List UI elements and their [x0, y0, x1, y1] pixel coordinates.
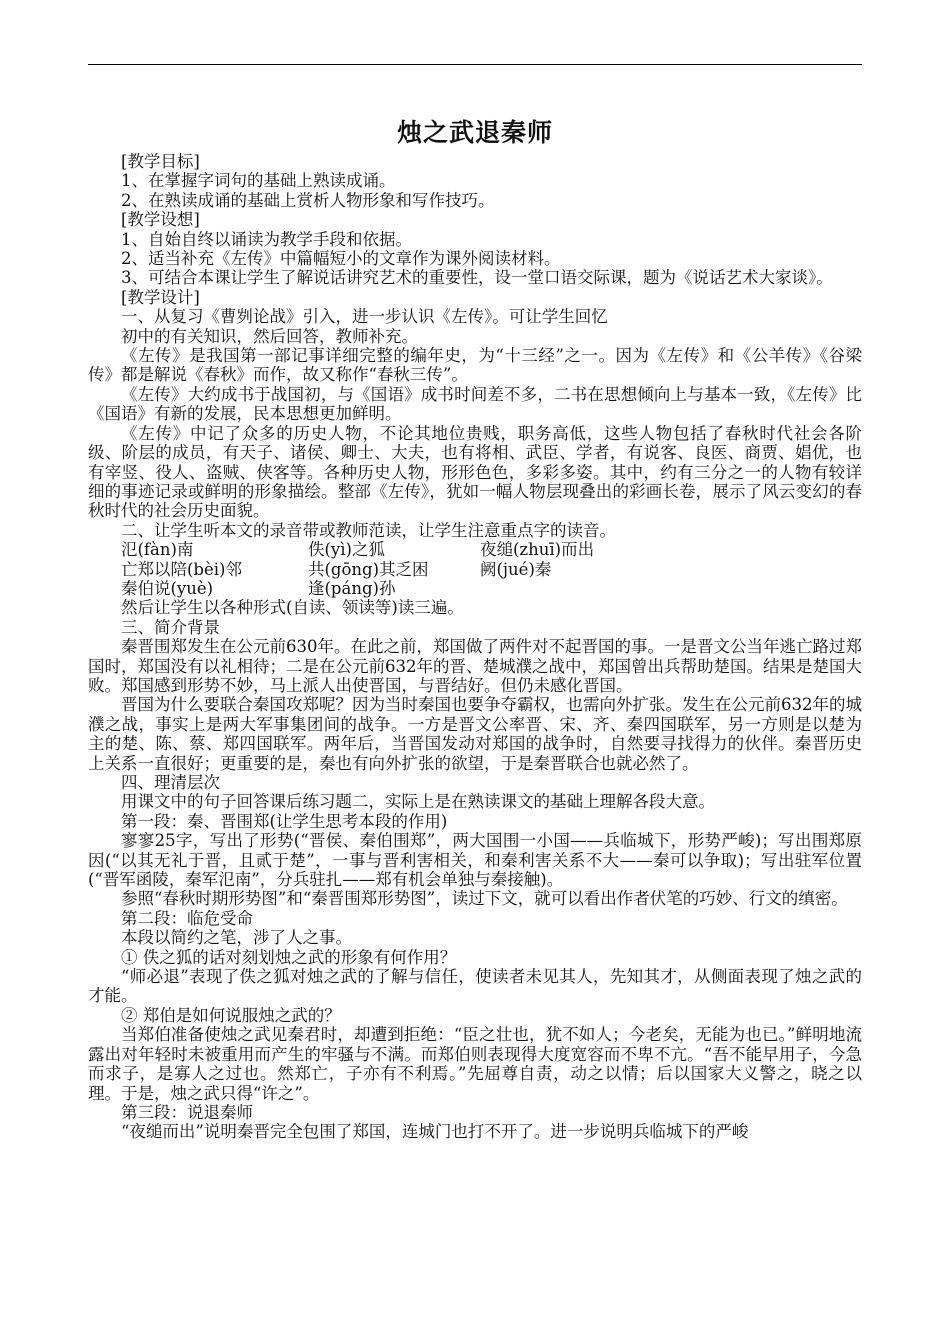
paragraph: 3、可结合本课让学生了解说话讲究艺术的重要性，设一堂口语交际课，题为《说话艺术大家谈》。	[121, 268, 833, 288]
paragraph: ① 佚之狐的话对刻划烛之武的形象有何作用？	[121, 947, 457, 967]
reading-item: 亡郑以陪(bèi)邻	[121, 559, 242, 579]
paragraph: 秦晋围郑发生在公元前630年。在此之前，郑国做了两件对不起晋国的事。一是晋文公当年逃亡路过郑国时，郑国没有以礼相待；二是在公元前632年的晋、楚城濮之战中，郑国曾出兵帮助楚国。结果是楚国大败。郑国感到形势不妙，马上派人出使晋国，与晋结好。但仍未感化晋国。	[88, 637, 862, 695]
reading-item: 佚(yì)之狐	[308, 540, 385, 560]
paragraph: 二、让学生听本文的录音带或教师范读，让学生注意重点字的读音。	[121, 520, 616, 540]
paragraph: ② 郑伯是如何说服烛之武的？	[121, 1005, 341, 1025]
header-rule	[88, 64, 862, 65]
paragraph: 然后让学生以各种形式(自读、领读等)读三遍。	[121, 598, 464, 618]
paragraph: 参照“春秋时期形势图”和“秦晋围郑形势图”，读过下文，就可以看出作者伏笔的巧妙、行文的缜密。	[121, 889, 848, 909]
paragraph: 晋国为什么要联合秦国攻郑呢？因为当时秦国也要争夺霸权，也需向外扩张。发生在公元前632年的城濮之战，事实上是两大军事集团间的战争。一方是晋文公率晋、宋、齐、秦四国联军，另一方则是以楚为主的楚、陈、蔡、郑四国联军。两年后，当晋国发动对郑国的战争时，自然要寻找得力的伙伴。秦晋历史上关系一直很好；更重要的是，秦也有向外扩张的欲望，于是秦晋联合也就必然了。	[88, 695, 862, 773]
document-body	[88, 152, 862, 1142]
paragraph: 第三段：说退秦师	[121, 1102, 253, 1122]
paragraph: 《左传》是我国第一部记事详细完整的编年史，为“十三经”之一。因为《左传》和《公羊传》《谷梁传》都是解说《春秋》而作，故又称作“春秋三传”。	[88, 346, 862, 385]
reading-item: 阙(jué)秦	[480, 559, 552, 579]
reading-item: 夜缒(zhuī)而出	[480, 540, 595, 560]
paragraph: 寥寥25字，写出了形势(“晋侯、秦伯围郑”，两大国围一小国——兵临城下，形势严峻)；写出围郑原因(“以其无礼于晋，且贰于楚”，一事与晋利害相关，和秦利害关系不大——秦可以争取)；写出驻军位置(“晋军函陵，秦军氾南”，分兵驻扎——郑有机会单独与秦接触)。	[88, 831, 862, 890]
paragraph: 《左传》中记了众多的历史人物，不论其地位贵贱，职务高低，这些人物包括了春秋时代社会各阶级、阶层的成员，有天子、诸侯、卿士、大夫，也有将相、武臣、学者，有说客、良医、商贾、娼优，也有宰竖、役人、盗贼、侠客等。各种历史人物，形形色色，多彩多姿。其中，约有三分之一的人物有较详细的事迹记录或鲜明的形象描绘。整部《左传》，犹如一幅人物层现叠出的彩画长卷，展示了风云变幻的春秋时代的社会历史面貌。	[88, 423, 862, 521]
reading-item: 氾(fàn)南	[121, 540, 194, 560]
paragraph: 四、理清层次	[121, 773, 220, 792]
paragraph: 当郑伯准备使烛之武见秦君时，却遭到拒绝：“臣之壮也，犹不如人；今老矣，无能为也已。”鲜明地流露出对年轻时未被重用而产生的牢骚与不满。而郑伯则表现得大度宽容而不卑不亢。“吾不能早用子，今急而求子，是寡人之过也。然郑亡，子亦有不利焉。”先屈尊自责，动之以情；后以国家大义警之，晓之以理。于是，烛之武只得“许之”。	[88, 1025, 862, 1103]
paragraph: “夜缒而出”说明秦晋完全包围了郑国，连城门也打不开了。进一步说明兵临城下的严峻	[121, 1122, 749, 1142]
reading-row	[88, 560, 862, 579]
paragraph: 用课文中的句子回答课后练习题二，实际上是在熟读课文的基础上理解各段大意。	[121, 792, 715, 812]
paragraph: 本段以简约之笔，涉了人之事。	[121, 928, 352, 948]
reading-item: 秦伯说(yuè)	[121, 578, 214, 598]
reading-item: 共(gōng)其乏困	[308, 559, 429, 579]
document-title: 烛之武退秦师	[396, 118, 553, 147]
reading-row	[88, 579, 862, 598]
paragraph: 第一段：秦、晋围郑(让学生思考本段的作用)	[121, 811, 448, 831]
paragraph: 2、在熟读成诵的基础上赏析人物形象和写作技巧。	[121, 190, 495, 210]
paragraph: “师必退”表现了佚之狐对烛之武的了解与信任，使读者未见其人，先知其才，从侧面表现了烛之武的才能。	[88, 967, 862, 1006]
reading-item: 逢(páng)孙	[308, 578, 396, 598]
paragraph: 三、简介背景	[121, 617, 220, 637]
paragraph: 第二段：临危受命	[121, 908, 253, 928]
reading-row	[88, 540, 862, 559]
paragraph: 1、自始自终以诵读为教学手段和依据。	[121, 229, 412, 249]
paragraph: [教学目标]	[121, 152, 200, 171]
paragraph: 初中的有关知识，然后回答，教师补充。	[121, 326, 418, 346]
paragraph: 《左传》大约成书于战国初，与《国语》成书时间差不多，二书在思想倾向上与基本一致，《左传》比《国语》有新的发展，民本思想更加鲜明。	[88, 384, 862, 424]
paragraph: 一、从复习《曹刿论战》引入，进一步认识《左传》。可让学生回忆	[121, 307, 608, 327]
paragraph: 2、适当补充《左传》中篇幅短小的文章作为课外阅读材料。	[121, 249, 561, 269]
paragraph: 1、在掌握字词句的基础上熟读成诵。	[121, 171, 396, 191]
paragraph: [教学设想]	[121, 210, 200, 230]
paragraph: [教学设计]	[121, 287, 200, 307]
